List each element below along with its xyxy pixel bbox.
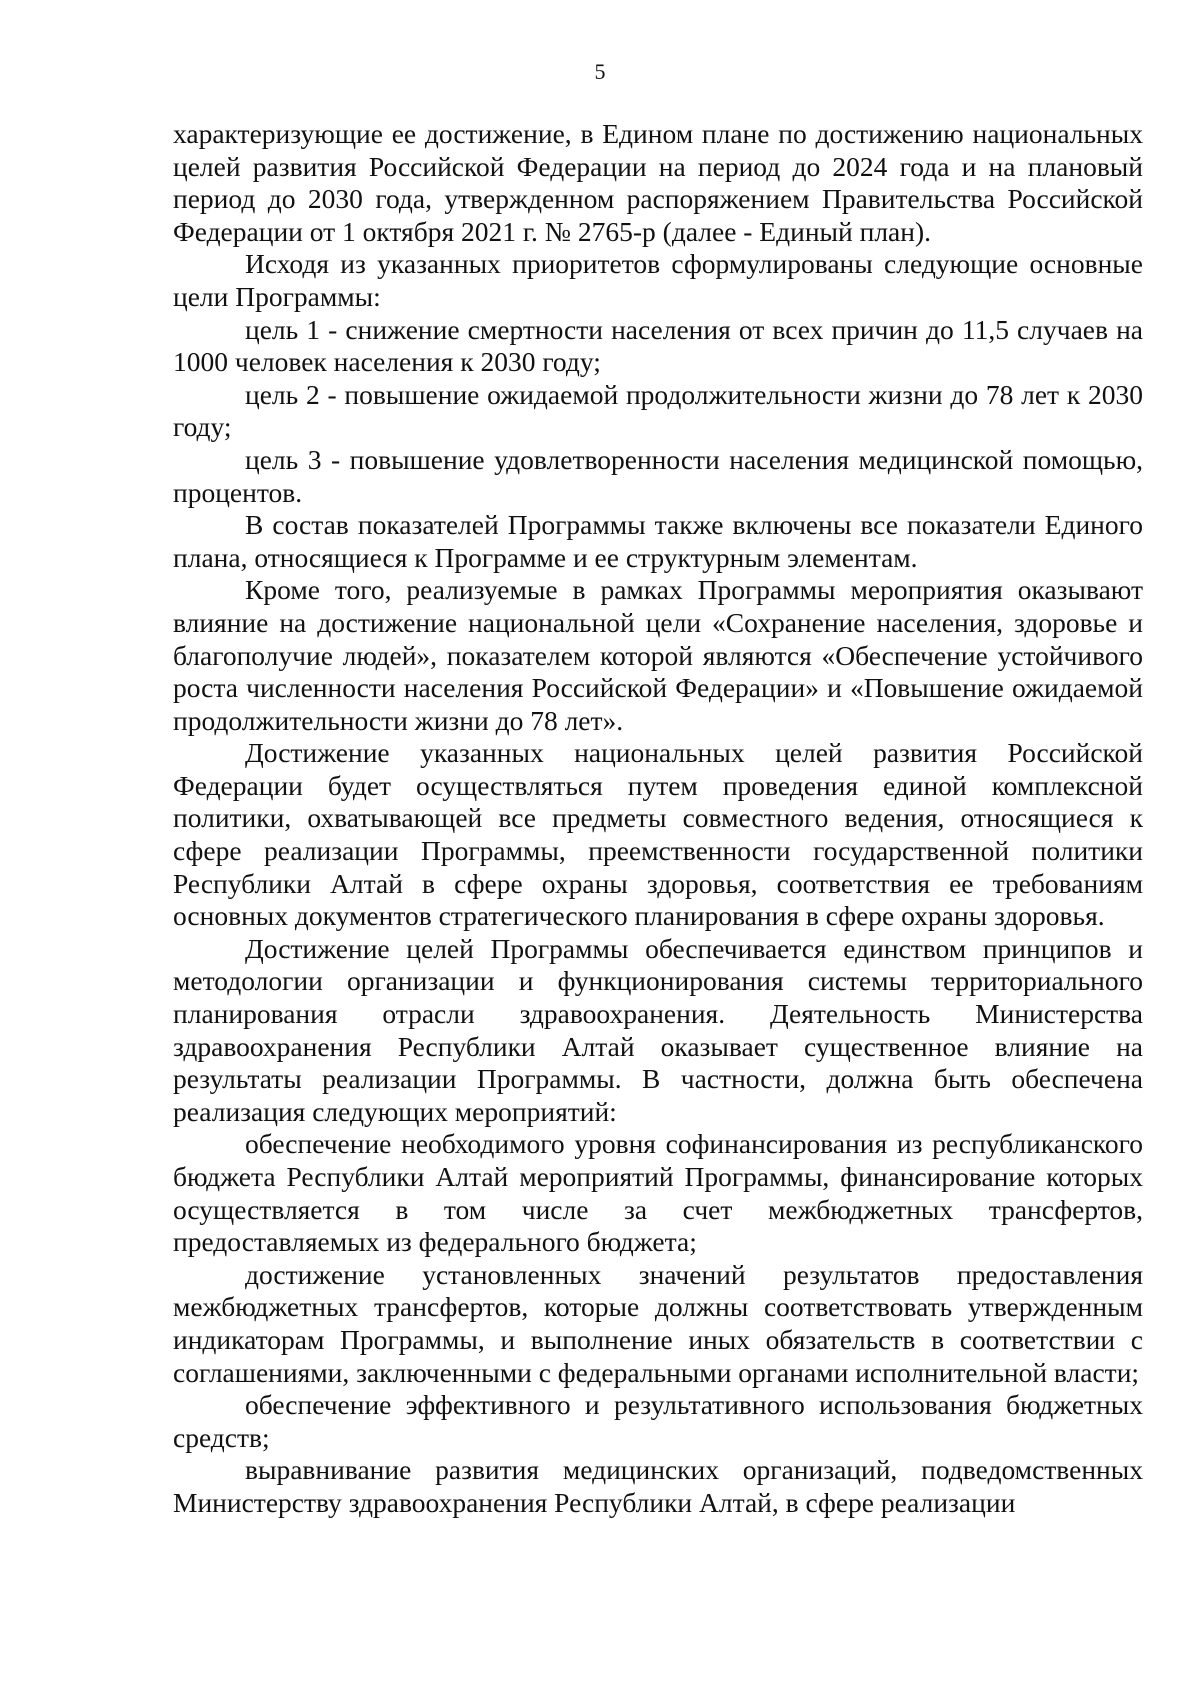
paragraph-national-goal-influence: Кроме того, реализуемые в рамках Программы мероприятия оказывают влияние на достижение национальной цели «Сохранение населения, здоровье и благополучие людей», показателем которой являются «Обеспечение устойчивого роста численности населения Российской Федерации» и «Повышение ожидаемой продолжительности жизни до 78 лет». (173, 574, 1143, 736)
paragraph-budget-efficiency: обеспечение эффективного и результативного использования бюджетных средств; (173, 1389, 1143, 1453)
paragraph-goal-2: цель 2 - повышение ожидаемой продолжительности жизни до 78 лет к 2030 году; (173, 378, 1143, 443)
paragraph-indicators: В состав показателей Программы также включены все показатели Единого плана, относящиеся к Программе и ее структурным элементам. (173, 509, 1143, 573)
paragraph-program-goals-achievement: Достижение целей Программы обеспечивается единством принципов и методологии организации и функционирования системы территориального планирования отрасли здравоохранения. Деятельность Министерства здравоохранения Республики Алтай оказывает существенное влияние на результаты реализации Программы. В частности, должна быть обеспечена реализация следующих мероприятий: (173, 932, 1143, 1127)
paragraph-national-goals-achievement: Достижение указанных национальных целей развития Российской Федерации будет осуществляться путем проведения единой комплексной политики, охватывающей все предметы совместного ведения, относящиеся к сфере реализации Программы, преемственности государственной политики Республики Алтай в сфере охраны здоровья, соответствия ее требованиям основных документов стратегического планирования в сфере охраны здоровья. (173, 737, 1143, 932)
paragraph-goal-1: цель 1 - снижение смертности населения от всех причин до 11,5 случаев на 1000 человек населения к 2030 году; (173, 313, 1143, 378)
paragraph-medical-organizations: выравнивание развития медицинских организаций, подведомственных Министерству здравоохранения Республики Алтай, в сфере реализации (173, 1454, 1143, 1518)
paragraph-program-goals-intro: Исходя из указанных приоритетов сформулированы следующие основные цели Программы: (173, 248, 1143, 312)
paragraph-unified-plan-continuation: характеризующие ее достижение, в Едином плане по достижению национальных целей развития Российской Федерации на период до 2024 года и на плановый период до 2030 года, утвержденном распоряжением Правительства Российской Федерации от 1 октября 2021 г. № 2765-р (далее - Единый план). (173, 118, 1143, 247)
document-body (173, 118, 1143, 1520)
paragraph-cofinancing: обеспечение необходимого уровня софинансирования из республиканского бюджета Республики Алтай мероприятий Программы, финансирование которых осуществляется в том числе за счет межбюджетных трансфертов, предоставляемых из федерального бюджета; (173, 1128, 1143, 1258)
paragraph-goal-3: цель 3 - повышение удовлетворенности населения медицинской помощью, процентов. (173, 443, 1143, 508)
page-number: 5 (594, 59, 606, 84)
paragraph-transfer-results: достижение установленных значений результатов предоставления межбюджетных трансфертов, которые должны соответствовать утвержденным индикаторам Программы, и выполнение иных обязательств в соответствии с соглашениями, заключенными с федеральными органами исполнительной власти; (173, 1258, 1143, 1388)
